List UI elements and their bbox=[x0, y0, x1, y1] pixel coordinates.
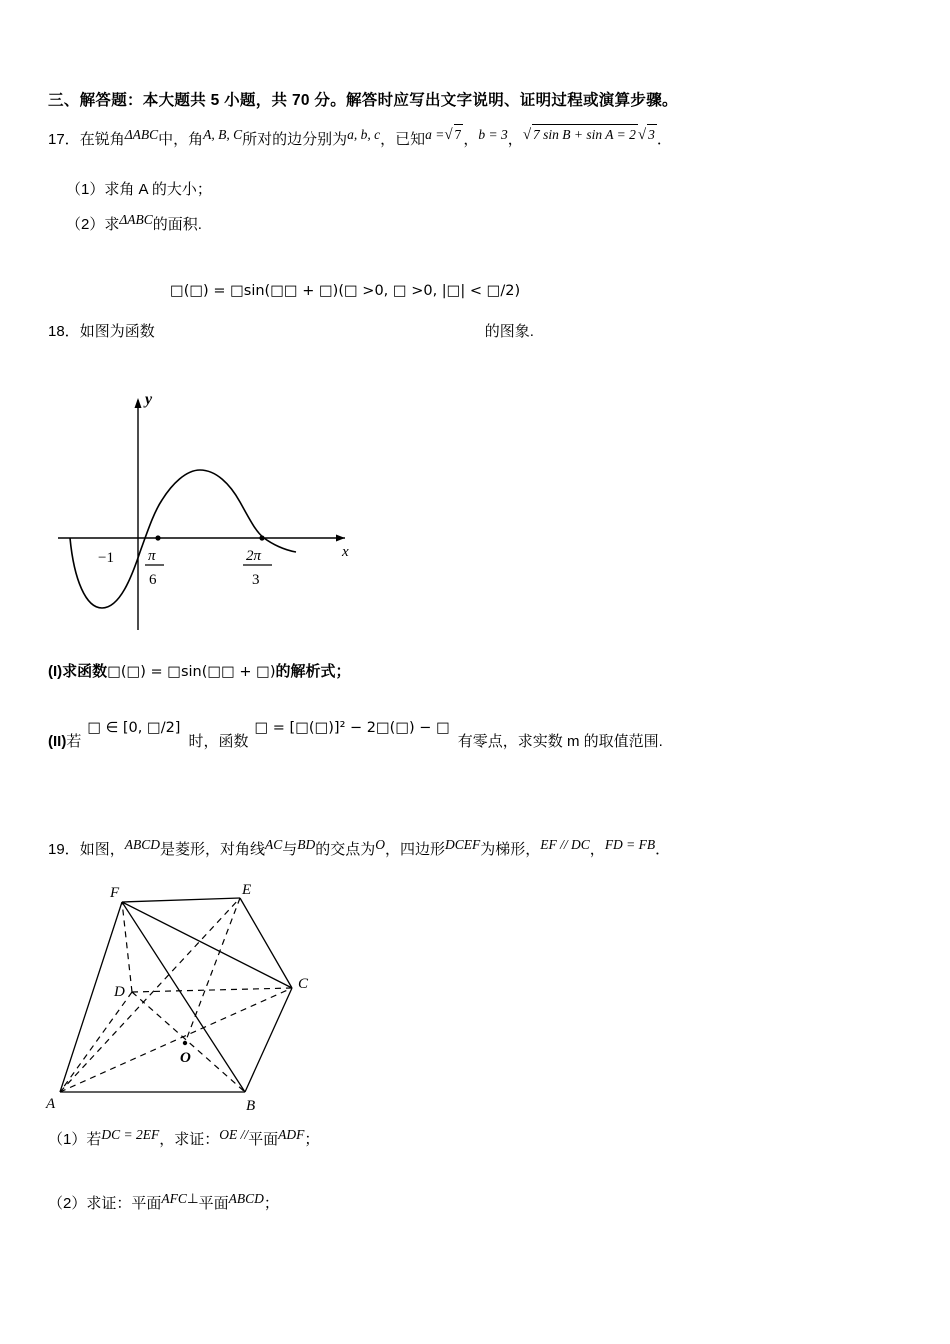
sine-graph-svg bbox=[40, 380, 380, 640]
vertex-label-A: A bbox=[46, 1096, 56, 1112]
q19-part2-pre: 求证：平面 bbox=[86, 1195, 162, 1212]
q19-part1-adf: ADF bbox=[278, 1127, 305, 1142]
q18-part1-formula: □(□) = □sin(□□ + □) bbox=[107, 664, 276, 680]
q19-part1-label: （1） bbox=[48, 1131, 87, 1148]
q18-figure-graph bbox=[40, 380, 380, 640]
q19-part2-post: ； bbox=[263, 1195, 279, 1212]
question-19-part-1 bbox=[48, 1128, 319, 1152]
q18-formula-display: □(□) = □sin(□□ + □)(□ >0, □ >0, |□| < □/2) bbox=[170, 283, 521, 299]
tick-label-6: 6 bbox=[149, 572, 157, 588]
edge-EO-dashed bbox=[185, 898, 240, 1043]
tick-label-2pi-numerator: 2π bbox=[246, 548, 262, 564]
q17-eq-c: √ 7 sin B + sin A = 2 √ 3 bbox=[523, 127, 657, 142]
q19-part1-cond: DC = 2EF bbox=[101, 1127, 160, 1142]
edge-AC-dashed bbox=[60, 988, 292, 1092]
q17-sides: a, b, c bbox=[347, 127, 381, 142]
q19-lead: 如图， bbox=[79, 841, 125, 858]
q17-eq-c-rad: 3 bbox=[647, 124, 657, 145]
q18-lead: 如图为函数 bbox=[79, 323, 155, 340]
solid-svg bbox=[40, 880, 370, 1120]
q17-eq-a: a =√ 7 bbox=[425, 127, 463, 142]
q19-part1-mid: ，求证： bbox=[159, 1131, 220, 1148]
question-19-part-2 bbox=[48, 1192, 279, 1216]
q19-abcd: ABCD bbox=[124, 837, 160, 852]
question-17: 17．在锐角ΔABC中，角A, B, C所对的边分别为a, b, c，已知a =√ 7 ，b = 3，√ 7 sin B + sin A = 2 √ 3 ． bbox=[48, 128, 908, 152]
q19-part2-perp: ⊥ bbox=[186, 1191, 199, 1206]
q19-ef-dc: EF // DC bbox=[540, 837, 590, 852]
q18-part2-formula: □ = [□(□)]² − 2□(□) − □ bbox=[254, 720, 450, 736]
q19-t7: ． bbox=[655, 841, 671, 858]
q17-lead-2: 中，角 bbox=[158, 131, 204, 148]
q17-eq-a-radicand: 7 bbox=[454, 124, 464, 145]
q18-part2-mid: 时，函数 bbox=[188, 733, 249, 750]
q19-ac: AC bbox=[264, 837, 283, 852]
q18-tail: 的图象. bbox=[484, 323, 534, 340]
label-minus-one: −1 bbox=[98, 550, 114, 566]
q19-part1-pre: 若 bbox=[86, 1131, 102, 1148]
q18-part2-domain: □ ∈ [0, □/2] bbox=[87, 720, 181, 736]
q18-part2-label: (II) bbox=[48, 733, 67, 750]
q19-part1-oe: OE // bbox=[219, 1127, 249, 1142]
vertex-label-O: O bbox=[180, 1050, 191, 1066]
q19-part1-post: ； bbox=[304, 1131, 320, 1148]
edge-DC-dashed bbox=[132, 988, 292, 992]
q17-part2-post: 的面积. bbox=[152, 216, 202, 233]
q19-t4: ，四边形 bbox=[385, 841, 446, 858]
q19-t5: 为梯形， bbox=[480, 841, 541, 858]
question-19 bbox=[48, 838, 928, 862]
y-axis-label: y bbox=[145, 391, 153, 408]
q17-lead-4: ，已知 bbox=[380, 131, 426, 148]
q17-part1-label: （1） bbox=[66, 181, 105, 198]
q19-figure-solid bbox=[40, 880, 370, 1120]
q17-part1-text: 求角 A 的大小； bbox=[104, 181, 212, 198]
q17-part2-pre: 求 bbox=[104, 216, 120, 233]
question-18 bbox=[48, 320, 908, 344]
q19-t1: 是菱形，对角线 bbox=[159, 841, 265, 858]
q19-o: O bbox=[375, 837, 386, 852]
q19-number: 19． bbox=[48, 841, 80, 858]
q19-part2-afc: AFC bbox=[161, 1191, 187, 1206]
q17-eq-b: b = 3 bbox=[478, 127, 508, 142]
tick-label-3: 3 bbox=[252, 572, 260, 588]
q17-lead-1: 在锐角 bbox=[79, 131, 125, 148]
q19-part2-label: （2） bbox=[48, 1195, 87, 1212]
vertex-label-F: F bbox=[110, 885, 120, 901]
edge-FA bbox=[60, 902, 122, 1092]
question-17-part-2 bbox=[66, 213, 202, 237]
edge-AE-dashed bbox=[60, 898, 240, 1092]
q18-part1-pre: 求函数 bbox=[62, 663, 108, 680]
tick-point-pi-6 bbox=[155, 535, 160, 540]
x-axis-label: x bbox=[342, 544, 349, 560]
edge-DA-dashed bbox=[60, 992, 132, 1092]
q19-t2: 与 bbox=[282, 841, 298, 858]
q19-fd-fb: FD = FB bbox=[604, 837, 656, 852]
q17-eq-c-text: 7 sin B + sin A = 2 bbox=[533, 127, 636, 142]
edge-DB-dashed bbox=[132, 992, 245, 1092]
edge-FE bbox=[122, 898, 240, 902]
q19-part2-abcd: ABCD bbox=[228, 1191, 264, 1206]
q19-t3: 的交点为 bbox=[315, 841, 376, 858]
section-heading: 三、解答题：本大题共 5 小题，共 70 分。解答时应写出文字说明、证明过程或演算步骤。 bbox=[48, 92, 678, 109]
vertex-label-B: B bbox=[246, 1098, 256, 1114]
vertex-label-E: E bbox=[242, 882, 252, 898]
vertex-label-C: C bbox=[298, 976, 309, 992]
vertex-label-D: D bbox=[114, 984, 125, 1000]
q17-part2-label: （2） bbox=[66, 216, 105, 233]
point-O bbox=[183, 1041, 187, 1045]
q18-part1-label: (I) bbox=[48, 663, 63, 680]
q18-part2-post: 有零点，求实数 m 的取值范围. bbox=[457, 733, 663, 750]
q19-part1-plane: 平面 bbox=[248, 1131, 279, 1148]
question-18-part-1 bbox=[48, 660, 351, 684]
q17-part2-triangle: ΔABC bbox=[119, 212, 153, 227]
edge-CB bbox=[245, 988, 292, 1092]
tick-point-2pi-3 bbox=[259, 535, 264, 540]
tick-label-pi-numerator: π bbox=[148, 548, 156, 564]
q17-period: ． bbox=[656, 131, 672, 148]
q19-part2-plane: 平面 bbox=[198, 1195, 229, 1212]
question-18-part-2 bbox=[48, 720, 908, 754]
q17-lead-3: 所对的边分别为 bbox=[242, 131, 348, 148]
q18-part1-post: 的解析式； bbox=[275, 663, 351, 680]
q17-eq-a-text: a = bbox=[425, 127, 445, 142]
q19-dcef: DCEF bbox=[445, 837, 481, 852]
q18-part2-pre: 若 bbox=[66, 733, 82, 750]
q19-bd: BD bbox=[297, 837, 316, 852]
q18-number: 18． bbox=[48, 323, 80, 340]
q17-number: 17． bbox=[48, 131, 80, 148]
q17-angles: A, B, C bbox=[203, 127, 243, 142]
q19-t6: ， bbox=[589, 841, 605, 858]
q17-triangle: ΔABC bbox=[124, 127, 159, 142]
y-axis-arrow bbox=[135, 398, 142, 408]
x-axis-arrow bbox=[336, 535, 345, 542]
question-17-part-1 bbox=[66, 178, 212, 202]
